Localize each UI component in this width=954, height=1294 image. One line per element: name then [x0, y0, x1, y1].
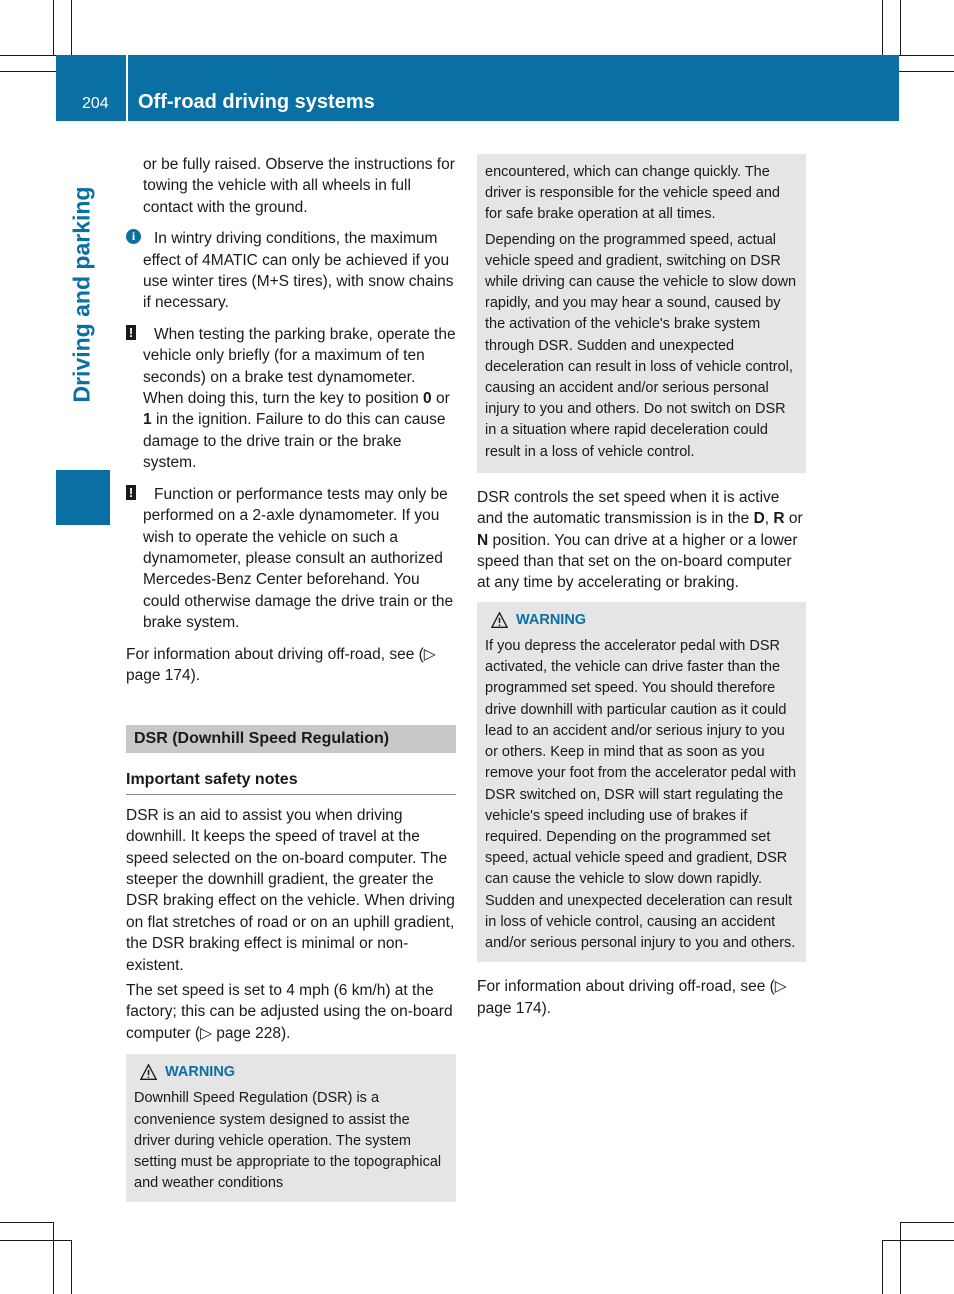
- caution-note-text: Function or performance tests may only be performed on a 2-axle dynamometer. If you wish to operate the vehicle on such a dynamometer, please consult an authorized Mercedes-Benz Center beforehand. You could otherwise damage the drive train or the brake system.: [143, 485, 454, 632]
- page-reference: For information about driving off-road, see (▷ page 174).: [126, 645, 436, 684]
- crop-mark: [0, 1222, 54, 1223]
- gear-d: D: [753, 510, 765, 528]
- side-tab: [56, 470, 110, 525]
- key-position-1: 1: [143, 411, 152, 429]
- paragraph: DSR is an aid to assist you when driving downhill. It keeps the speed of travel at the speed selected on the on-board computer. The steeper the downhill gradient, the greater the DSR braking effect on the vehicle. When driving on flat stretches of road or on an uphill gradient, the DSR braking effect is minimal or non-existent.: [126, 806, 455, 974]
- warning-triangle-icon: [491, 612, 508, 629]
- gear-n: N: [477, 531, 489, 549]
- crop-mark: [0, 55, 56, 56]
- crop-mark: [899, 71, 954, 72]
- warning-label: WARNING: [165, 1064, 236, 1081]
- info-icon: i: [126, 229, 141, 244]
- side-tab-label: Driving and parking: [68, 186, 95, 403]
- paragraph: or be fully raised. Observe the instructions for towing the vehicle with all wheels in full contact with the ground.: [143, 156, 455, 216]
- key-position-0: 0: [423, 390, 432, 408]
- crop-mark: [53, 1222, 54, 1294]
- page-number: 204: [82, 95, 109, 112]
- side-tab-label-area: [56, 121, 110, 470]
- paragraph: The set speed is set to 4 mph (6 km/h) at the factory; this can be adjusted using the on-board computer (▷ page 228).: [126, 982, 453, 1042]
- subsection-title: Important safety notes: [126, 769, 456, 794]
- paragraph-text: or: [788, 510, 803, 528]
- crop-mark: [882, 1240, 954, 1241]
- paragraph-text: DSR controls the set speed when it is active and the automatic transmission is in the: [477, 488, 780, 528]
- info-note-text: In wintry driving conditions, the maximum effect of 4MATIC can only be achieved if you use winter tires (M+S tires), with snow chains if necessary.: [143, 230, 454, 312]
- exclamation-icon: !: [126, 485, 136, 500]
- crop-mark: [900, 1222, 954, 1223]
- left-column: [126, 154, 456, 1202]
- page-title: Off-road driving systems: [138, 91, 375, 113]
- page-header: [56, 55, 899, 121]
- warning-box-continued: [477, 154, 806, 473]
- crop-mark: [0, 1240, 72, 1241]
- warning-box: [126, 1054, 456, 1202]
- caution-note: [126, 484, 456, 634]
- warning-heading: [134, 1062, 448, 1083]
- paragraph-text: position. You can drive at a higher or a lower speed than that set on the on-board computer at any time by accelerating or braking.: [477, 531, 798, 592]
- caution-note-text: When testing the parking brake, operate the vehicle only briefly (for a maximum of ten seconds) on a brake test dynamometer. When doing this, turn the key to position: [143, 325, 456, 408]
- warning-text: encountered, which can change quickly. The driver is responsible for the vehicle speed and for safe brake operation at all times.: [485, 164, 780, 223]
- warning-text: If you depress the accelerator pedal with DSR activated, the vehicle can drive faster than the programmed set speed. You should therefore drive downhill with particular caution as it could lead to an accident and/or serious injury to you or others. Keep in mind that as soon as you remove your foot from the accelerator pedal with DSR switched on, DSR will start regulating the vehicle's speed including use of brakes if required. Depending on the programmed set speed, actual vehicle speed and gradient, DSR can cause the vehicle to slow down rapidly. Sudden and unexpected deceleration can result in loss of vehicle control, causing an accident and/or serious personal injury to you and others.: [485, 638, 797, 951]
- warning-text: Downhill Speed Regulation (DSR) is a convenience system designed to assist the driver during vehicle operation. The system setting must be appropriate to the topographical and weather conditions: [134, 1090, 442, 1192]
- crop-mark: [0, 71, 56, 72]
- header-divider: [126, 55, 128, 121]
- warning-text: Depending on the programmed speed, actual vehicle speed and gradient, switching on DSR while driving can cause the vehicle to slow down rapidly, and you may hear a sound, caused by the activation of the vehicle's brake system through DSR. Sudden and unexpected deceleration can result in loss of vehicle control, causing an accident and/or serious personal injury to you and others. Do not switch on DSR in a situation where rapid deceleration could result in a loss of vehicle control.: [485, 231, 797, 460]
- caution-note-text: in the ignition. Failure to do this can cause damage to the drive train or the brake system.: [143, 411, 446, 472]
- crop-mark: [53, 0, 54, 55]
- warning-triangle-icon: [140, 1064, 157, 1081]
- paragraph: [477, 487, 806, 594]
- caution-note-text: or: [435, 390, 450, 408]
- exclamation-icon: !: [126, 325, 136, 340]
- section-title: DSR (Downhill Speed Regulation): [126, 725, 456, 753]
- gear-r: R: [773, 510, 785, 528]
- crop-mark: [882, 1240, 883, 1294]
- crop-mark: [71, 1240, 72, 1294]
- crop-mark: [882, 0, 883, 55]
- warning-heading: [485, 610, 798, 631]
- paragraph-text: ,: [764, 510, 770, 528]
- crop-mark: [899, 55, 954, 56]
- crop-mark: [71, 0, 72, 55]
- page-reference: For information about driving off-road, see (▷ page 174).: [477, 978, 787, 1017]
- crop-mark: [900, 0, 901, 55]
- right-column: [477, 154, 806, 1029]
- info-note: [126, 228, 456, 314]
- warning-box: [477, 602, 806, 962]
- caution-note: [126, 324, 456, 474]
- crop-mark: [900, 1222, 901, 1294]
- warning-label: WARNING: [516, 611, 587, 628]
